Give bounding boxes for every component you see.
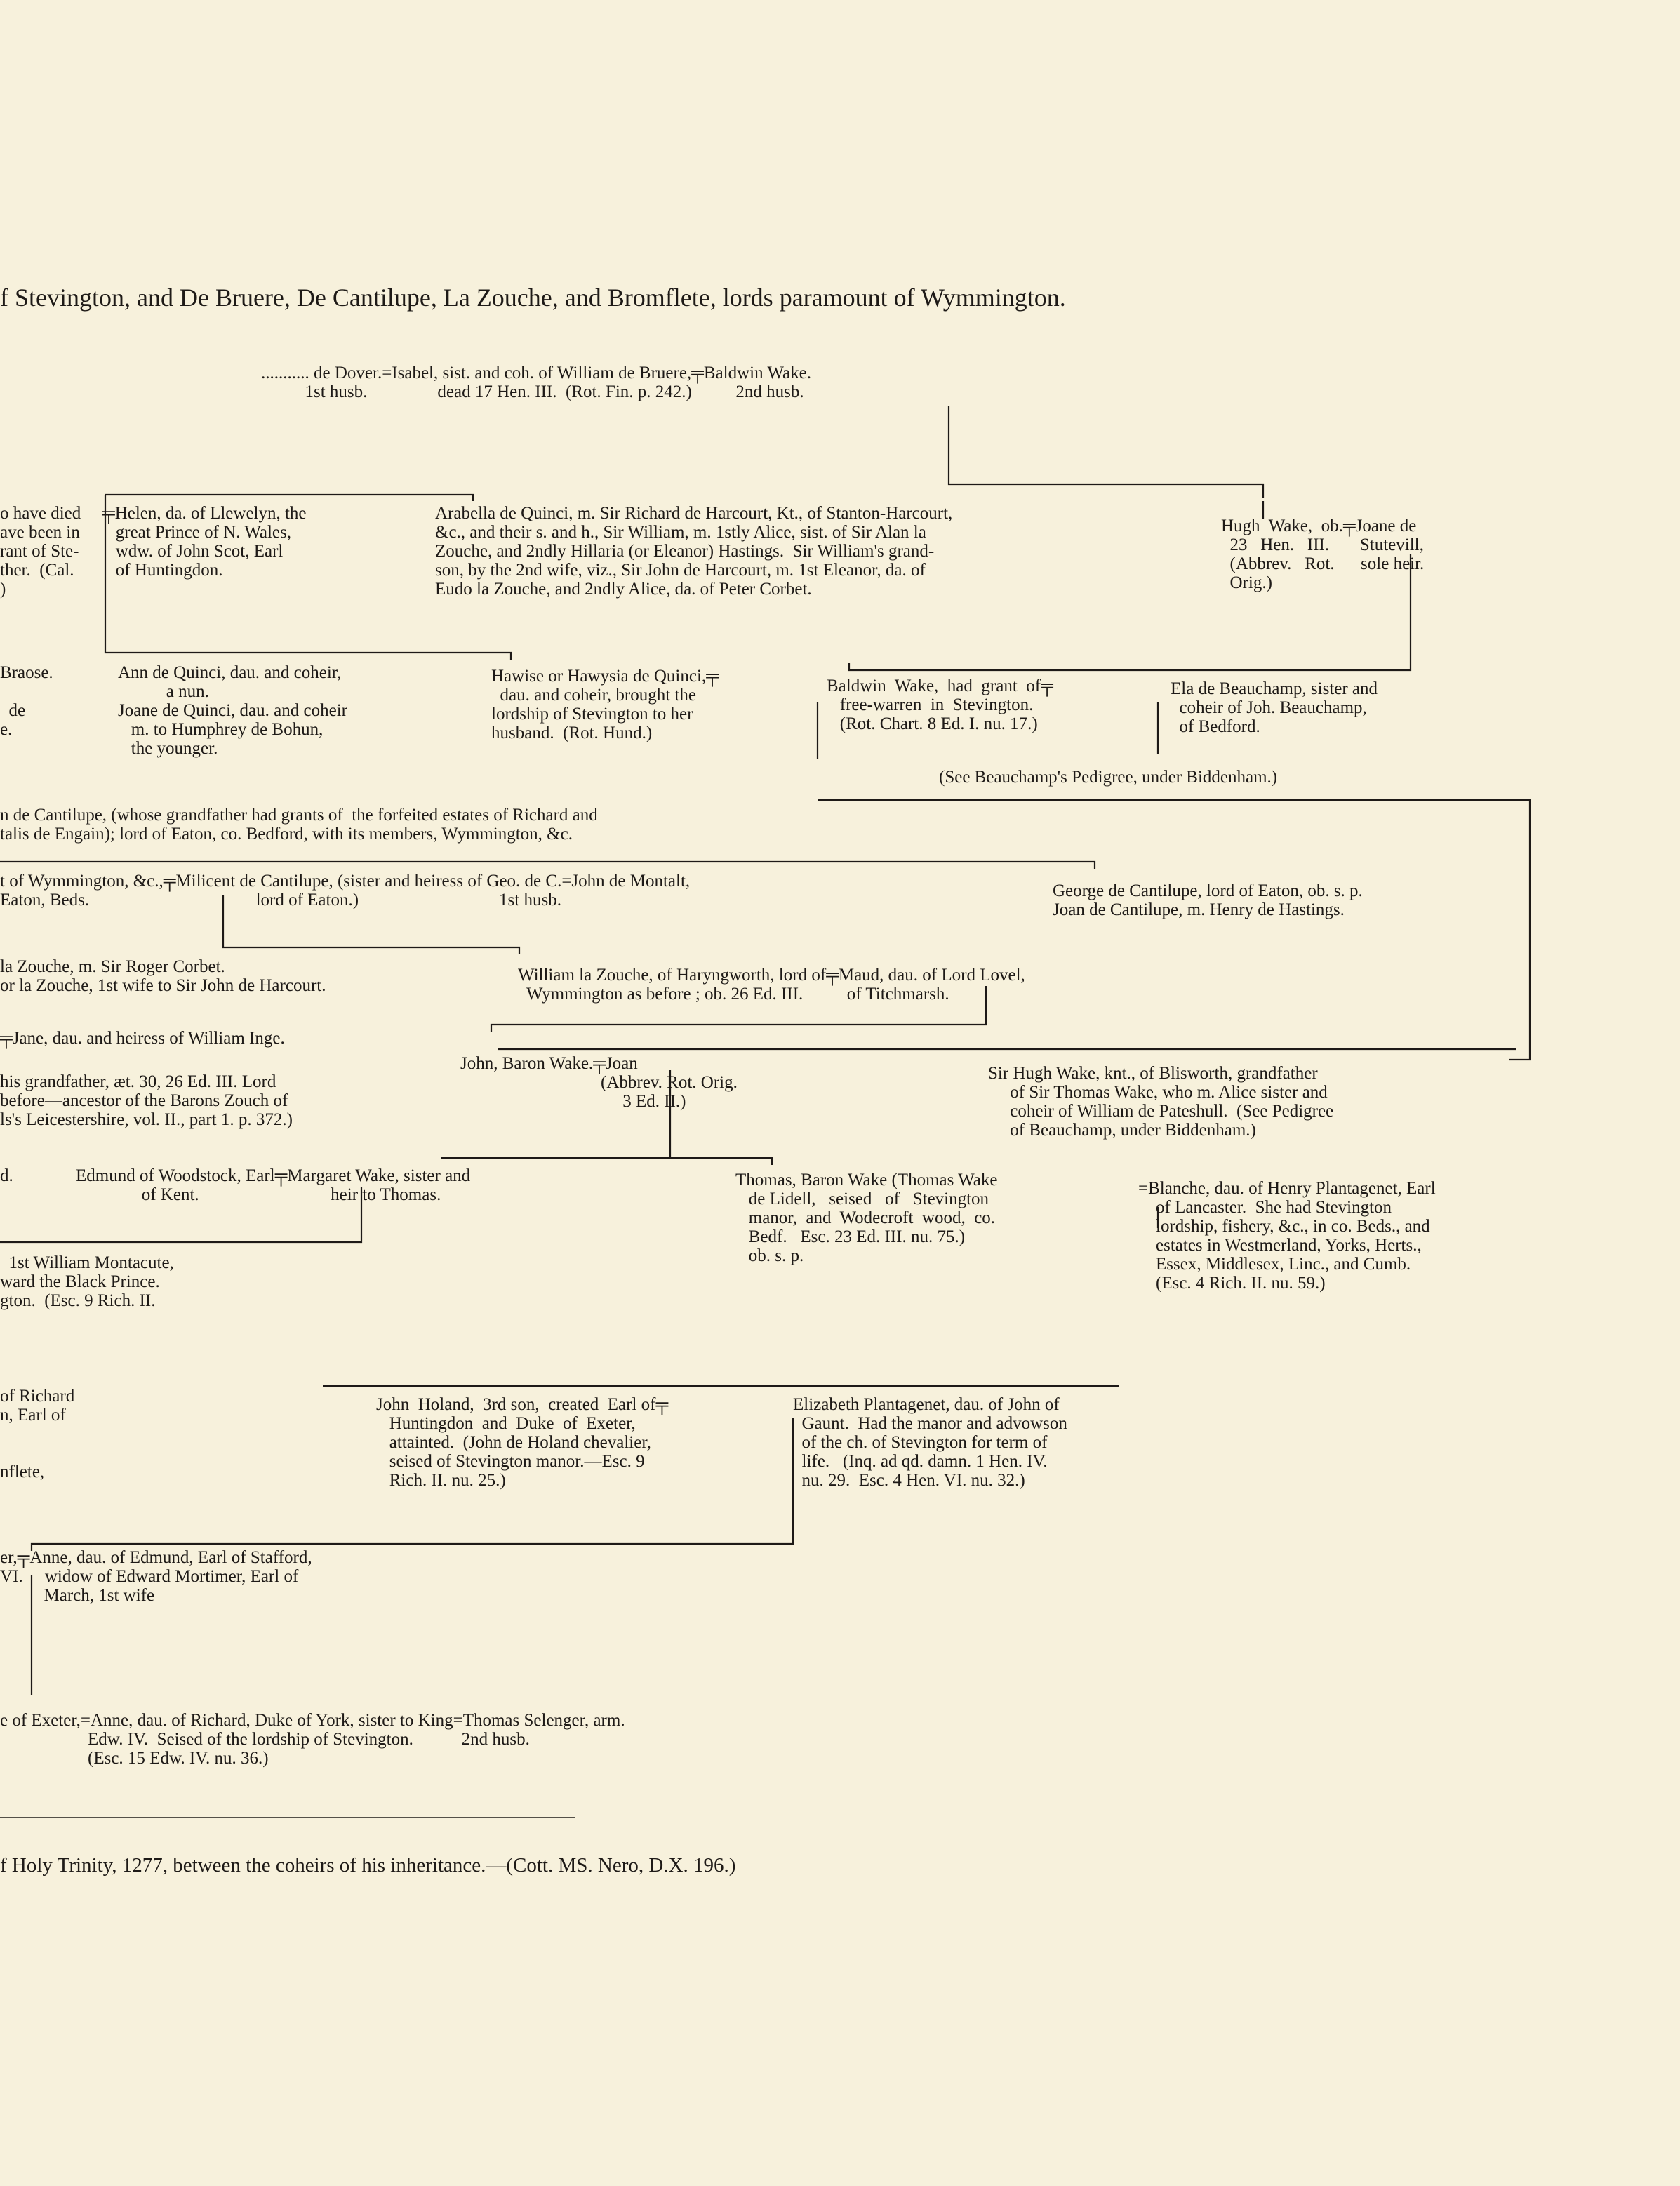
entry-montacute: 1st William Montacute, ward the Black Prince. gton. (Esc. 9 Rich. II.: [0, 1253, 174, 1310]
entry-anne-stafford: er,╤Anne, dau. of Edmund, Earl of Stafford, VI. widow of Edward Mortimer, Earl of March, 1st wife: [0, 1548, 312, 1605]
entry-baldwin-wake: Baldwin Wake, had grant of╤ free-warren in Stevington. (Rot. Chart. 8 Ed. I. nu. 17.): [827, 677, 1053, 733]
footer-note: f Holy Trinity, 1277, between the coheirs of his inheritance.—(Cott. MS. Nero, D.X. 196.): [0, 1854, 736, 1877]
entry-george-cantilupe: George de Cantilupe, lord of Eaton, ob. s. p. Joan de Cantilupe, m. Henry de Hastings.: [1053, 881, 1363, 919]
entry-braose: Braose. de e.: [0, 663, 53, 739]
entry-jane-inge: ╤Jane, dau. and heiress of William Inge.: [0, 1029, 285, 1048]
entry-blanche-plantagenet: =Blanche, dau. of Henry Plantagenet, Earl of Lancaster. She had Stevington lordship, fishery, &c., in co. Beds., and estates in Westmerland, Yorks, Herts., Essex, Middlesex, Linc., and Cumb. (Esc. 4 Rich. II. nu. 59.): [1138, 1179, 1436, 1293]
line-eaton-bracket: [0, 862, 1095, 869]
line-cantilupe-bracket: [1509, 811, 1530, 1060]
entry-d: d.: [0, 1166, 13, 1185]
entry-edmund-margaret: Edmund of Woodstock, Earl╤Margaret Wake, sister and of Kent. heir to Thomas.: [76, 1166, 471, 1204]
entry-dover-isabel-baldwin: ........... de Dover.=Isabel, sist. and coh. of William de Bruere,╤Baldwin Wake. 1st husb. dead 17 Hen. III. (Rot. Fin. p. 242.) 2nd husb.: [261, 364, 811, 401]
entry-hugh-wake-blisworth: Sir Hugh Wake, knt., of Blisworth, grandfather of Sir Thomas Wake, who m. Alice sister and coheir of William de Pateshull. (See Pedigree of Beauchamp, under Biddenham.): [988, 1064, 1334, 1140]
entry-hugh-wake-joane: Hugh Wake, ob.╤Joane de 23 Hen. III. Stutevill, (Abbrev. Rot. sole heir. Orig.): [1221, 516, 1425, 592]
entry-ann-joane-quinci: Ann de Quinci, dau. and coheir, a nun. Joane de Quinci, dau. and coheir m. to Humphrey de Bohun, the younger.: [118, 663, 347, 758]
entry-milicent-montalt: t of Wymmington, &c.,╤Milicent de Cantilupe, (sister and heiress of Geo. de C.=John de Montalt, Eaton, Beds. lord of Eaton.) 1st husb.: [0, 872, 691, 909]
entry-of-richard: of Richard n, Earl of nflete,: [0, 1387, 75, 1481]
entry-john-holand: John Holand, 3rd son, created Earl of╤ Huntingdon and Duke of Exeter, attainted. (John de Holand chevalier, seised of Stevington manor.—Esc. 9 Rich. II. nu. 25.): [376, 1395, 669, 1490]
entry-grandfather: his grandfather, æt. 30, 26 Ed. III. Lord before—ancestor of the Barons Zouch of ls's Leicestershire, vol. II., part 1. p. 372.): [0, 1072, 293, 1129]
entry-beauchamp-reference: (See Beauchamp's Pedigree, under Biddenham.): [939, 768, 1278, 787]
page-title: f Stevington, and De Bruere, De Cantilupe, La Zouche, and Bromflete, lords paramount of Wymmington.: [0, 284, 1066, 312]
entry-left-died: o have died ave been in rant of Ste- ther. (Cal. ): [0, 504, 81, 599]
entry-thomas-baron-wake: Thomas, Baron Wake (Thomas Wake de Lidell, seised of Stevington manor, and Wodecroft wood, co. Bedf. Esc. 23 Ed. III. nu. 75.) ob. s. p.: [735, 1171, 998, 1265]
entry-elizabeth-plantagenet: Elizabeth Plantagenet, dau. of John of Gaunt. Had the manor and advowson of the ch. of Stevington for term of life. (Inq. ad qd. damn. 1 Hen. IV. nu. 29. Esc. 4 Hen. VI. nu. 32.): [793, 1395, 1067, 1490]
entry-ela-beauchamp: Ela de Beauchamp, sister and coheir of Joh. Beauchamp, of Bedford.: [1171, 679, 1378, 736]
line-bruere-wake-descent: [949, 406, 1263, 498]
entry-la-zouche: la Zouche, m. Sir Roger Corbet. or la Zouche, 1st wife to Sir John de Harcourt.: [0, 957, 326, 995]
entry-john-baron-wake: John, Baron Wake.╤Joan (Abbrev. Rot. Orig. 3 Ed. II.): [460, 1054, 738, 1111]
entry-helen-llewelyn: ╤Helen, da. of Llewelyn, the great Prince of N. Wales, wdw. of John Scot, Earl of Huntingdon.: [102, 504, 307, 580]
entry-cantilupe: n de Cantilupe, (whose grandfather had grants of the forfeited estates of Richard and talis de Engain); lord of Eaton, co. Bedford, with its members, Wymmington, &c.: [0, 806, 598, 844]
entry-hawise-quinci: Hawise or Hawysia de Quinci,╤ dau. and coheir, brought the lordship of Stevington to her husband. (Rot. Hund.): [491, 667, 719, 742]
entry-arabella-quinci: Arabella de Quinci, m. Sir Richard de Harcourt, Kt., of Stanton-Harcourt, &c., and their s. and h., Sir William, m. 1stly Alice, sist. of Sir Alan la Zouche, and 2ndly Hillaria (or Eleanor) Hastings. Sir William's grand- son, by the 2nd wife, viz., Sir John de Harcourt, m. 1st Eleanor, da. of Eudo la Zouche, and 2ndly Alice, da. of Peter Corbet.: [435, 504, 953, 599]
line-quinci-bracket: [105, 495, 473, 501]
entry-exeter-anne-york: e of Exeter,=Anne, dau. of Richard, Duke of York, sister to King=Thomas Selenger, arm. Edw. IV. Seised of the lordship of Stevington. 2nd husb. (Esc. 15 Edw. IV. nu. 36.): [0, 1711, 625, 1768]
entry-william-la-zouche: William la Zouche, of Haryngworth, lord of╤Maud, dau. of Lord Lovel, Wymmington as before ; ob. 26 Ed. III. of Titchmarsh.: [518, 966, 1025, 1004]
line-beauchamp-ref: [818, 800, 1530, 811]
